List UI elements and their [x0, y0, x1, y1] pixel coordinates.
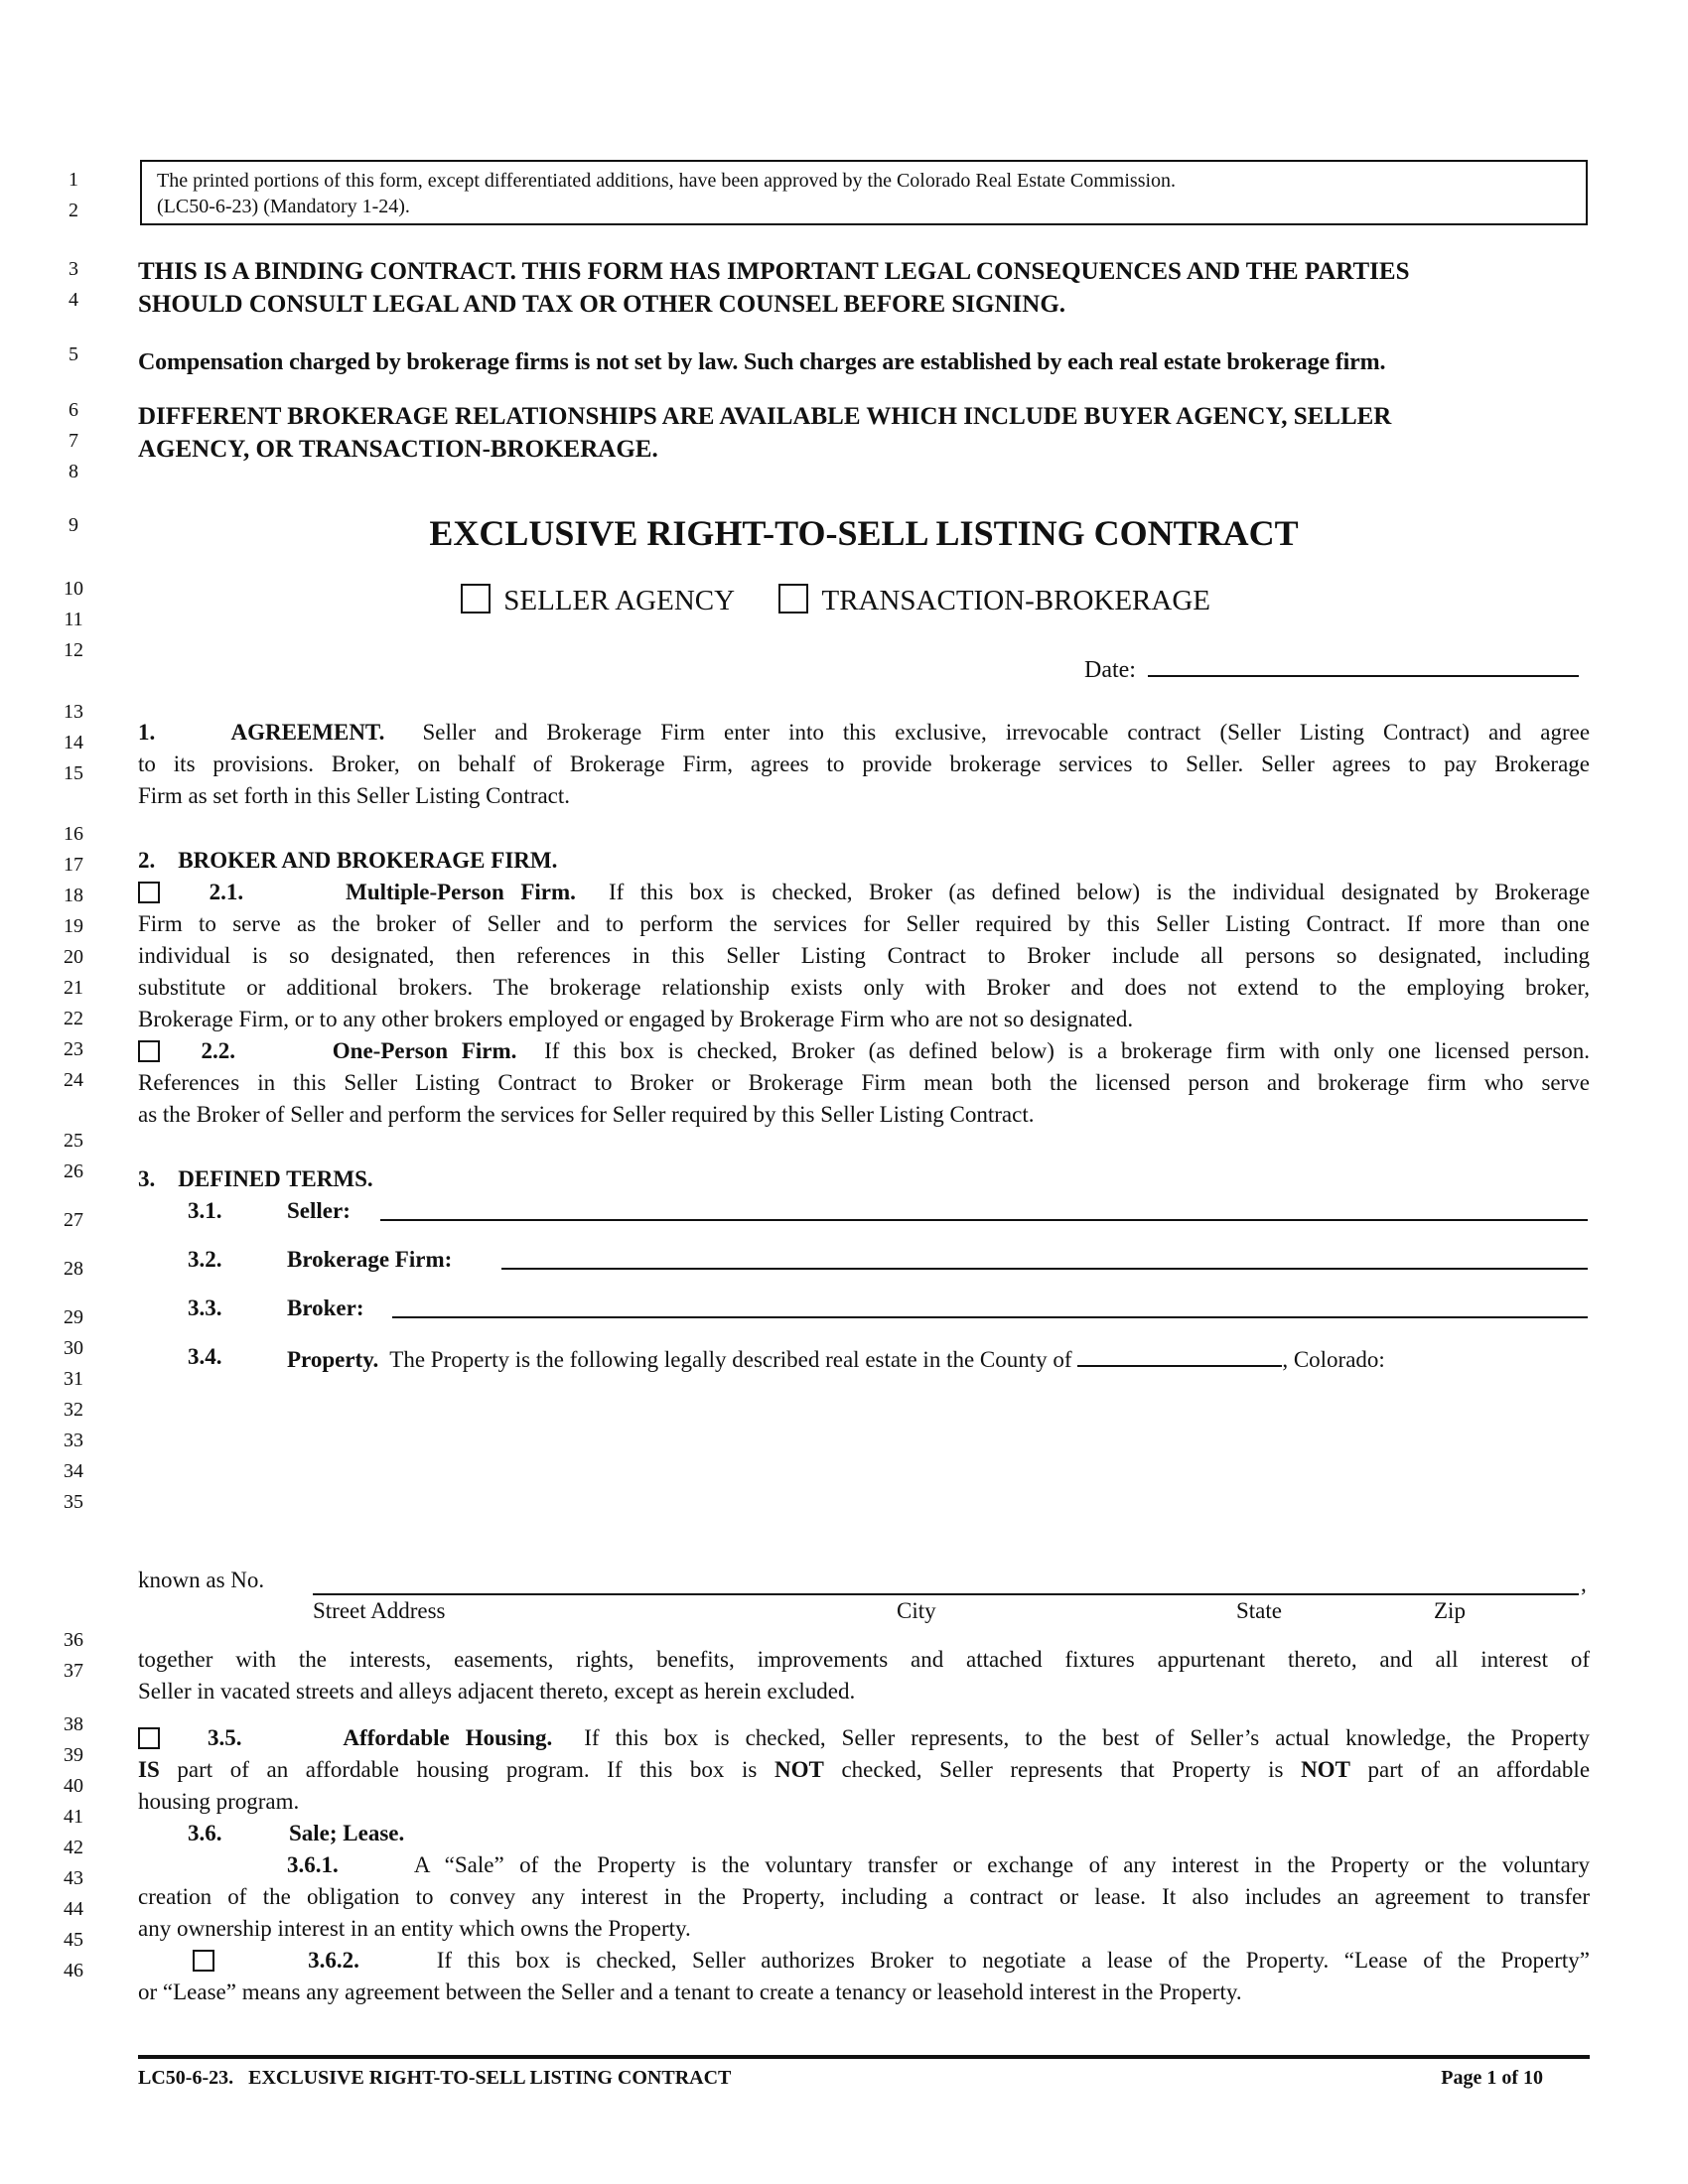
line-number: 12 [64, 639, 83, 661]
approval-notice-box [140, 160, 1588, 225]
date-field[interactable] [1148, 651, 1579, 677]
sec3-5-text1: If this box is checked, Seller represents, to the best of Seller’s actual knowledge, the Property [584, 1725, 1591, 1750]
sec3-2-number: 3.2. [188, 1247, 222, 1272]
line-number: 3 [69, 258, 78, 280]
sec3-5-line2 [138, 1754, 1590, 1786]
line-number: 32 [64, 1399, 83, 1421]
brokerage-relationships-notice [138, 400, 1590, 466]
sec3-1-number: 3.1. [188, 1198, 222, 1223]
transaction-brokerage-label: TRANSACTION-BROKERAGE [821, 585, 1210, 616]
zip-caption: Zip [1434, 1598, 1466, 1623]
compensation-notice: Compensation charged by brokerage firms is not set by law. Such charges are established by each real estate brokerage firm. [138, 349, 1386, 375]
street-address-caption: Street Address [313, 1598, 446, 1623]
sec1-number: 1. [138, 720, 156, 745]
line-number: 18 [64, 885, 83, 906]
seller-label: Seller: [287, 1198, 351, 1223]
relationships-line1: DIFFERENT BROKERAGE RELATIONSHIPS ARE AVAILABLE WHICH INCLUDE BUYER AGENCY, SELLER [138, 403, 1392, 430]
section-1-agreement [138, 717, 1590, 812]
sec1-line3: Firm as set forth in this Seller Listing Contract. [138, 783, 571, 808]
sec3-5-text2b: checked, Seller represents that Property is [841, 1757, 1284, 1782]
sec2-1-text1: If this box is checked, Broker (as defined below) is the individual designated by Brokerage [608, 880, 1591, 904]
brokerage-firm-row [188, 1244, 1588, 1276]
sec3-5-text2a: part of an affordable housing program. If this box is [177, 1757, 758, 1782]
date-label: Date: [1084, 657, 1136, 683]
sec1-heading: AGREEMENT. [230, 720, 385, 745]
binding-warning-line1: THIS IS A BINDING CONTRACT. THIS FORM HAS IMPORTANT LEGAL CONSEQUENCES AND THE PARTIES [138, 258, 1410, 285]
line-number: 35 [64, 1491, 83, 1513]
relationships-line2: AGENCY, OR TRANSACTION-BROKERAGE. [138, 436, 658, 463]
together-with-paragraph [138, 1644, 1590, 1707]
line-number: 4 [69, 289, 78, 311]
line-number: 5 [69, 343, 78, 365]
sec3-6-2-line1 [138, 1945, 1590, 1977]
sec2-1-line5: Brokerage Firm, or to any other brokers employed or engaged by Brokerage Firm who are not so designated. [138, 1007, 1134, 1031]
line-number: 10 [64, 578, 83, 600]
sec3-5-title: Affordable Housing. [343, 1725, 553, 1750]
line-number: 2 [69, 200, 78, 221]
property-colorado: , Colorado: [1282, 1347, 1385, 1372]
line-number: 40 [64, 1775, 83, 1797]
sec3-6-title: Sale; Lease. [289, 1821, 405, 1845]
broker-label: Broker: [287, 1296, 364, 1320]
sec2-1-line4: substitute or additional brokers. The brokerage relationship exists only with Broker and does not extend to the employing broker, [138, 975, 1590, 1000]
sec3-6-1-line1 [138, 1849, 1590, 1881]
city-caption: City [897, 1598, 936, 1623]
sec2-1-line3: individual is so designated, then references in this Seller Listing Contract to Broker include all persons so designated, including [138, 943, 1590, 968]
one-person-firm-checkbox[interactable] [138, 1040, 160, 1062]
line-number: 9 [69, 514, 78, 536]
brokerage-firm-label: Brokerage Firm: [287, 1247, 453, 1272]
sec3-6-1-number: 3.6.1. [287, 1852, 339, 1877]
transaction-brokerage-checkbox[interactable] [778, 584, 808, 614]
sec3-heading: 3. DEFINED TERMS. [138, 1166, 373, 1191]
not-emphasis-2: NOT [1301, 1757, 1350, 1782]
footer-form-id: LC50-6-23. EXCLUSIVE RIGHT-TO-SELL LISTING CONTRACT [138, 2067, 732, 2089]
line-number: 37 [64, 1660, 83, 1682]
sec3-4-number: 3.4. [188, 1344, 222, 1369]
line-number: 27 [64, 1209, 83, 1231]
footer-page-number: Page 1 of 10 [1441, 2067, 1543, 2089]
line-number: 41 [64, 1806, 83, 1828]
line-number: 16 [64, 823, 83, 845]
sec2-2-title: One-Person Firm. [332, 1038, 517, 1063]
sec2-2-number: 2.2. [201, 1038, 236, 1063]
together-line1: together with the interests, easements, rights, benefits, improvements and attached fixtures appurtenant thereto, and all interest of [138, 1647, 1590, 1672]
legal-description-area[interactable] [138, 1375, 1590, 1544]
line-number: 13 [64, 701, 83, 723]
approval-notice-line2: (LC50-6-23) (Mandatory 1-24). [157, 196, 410, 217]
sec2-1-number: 2.1. [209, 880, 244, 904]
sec3-6-heading [138, 1818, 1590, 1849]
sec2-heading: 2. BROKER AND BROKERAGE FIRM. [138, 848, 558, 873]
page-title: EXCLUSIVE RIGHT-TO-SELL LISTING CONTRACT [429, 513, 1299, 553]
state-caption: State [1236, 1598, 1282, 1623]
line-number: 45 [64, 1929, 83, 1951]
line-number: 39 [64, 1744, 83, 1766]
line-number: 36 [64, 1629, 83, 1651]
date-row [1084, 651, 1579, 685]
sec3-6-2-line2: or “Lease” means any agreement between the Seller and a tenant to create a tenancy or leasehold interest in the Property. [138, 1979, 1242, 2004]
line-number: 42 [64, 1837, 83, 1858]
line-number: 1 [69, 169, 78, 191]
line-number: 20 [64, 946, 83, 968]
sec3-6-2-number: 3.6.2. [308, 1948, 359, 1973]
line-number: 11 [64, 609, 83, 630]
sec3-6-number: 3.6. [188, 1821, 222, 1845]
line-number: 43 [64, 1867, 83, 1889]
line-number: 7 [69, 430, 78, 452]
address-field[interactable] [313, 1570, 1579, 1595]
sec2-2-line1 [138, 1035, 1590, 1067]
line-number: 34 [64, 1460, 83, 1482]
line-number: 21 [64, 977, 83, 999]
line-number: 8 [69, 461, 78, 482]
line-number: 28 [64, 1258, 83, 1280]
line-number: 15 [64, 762, 83, 784]
sec2-1-line2: Firm to serve as the broker of Seller and to perform the services for Seller required by this Seller Listing Contract. If more than one [138, 911, 1590, 936]
footer-rule [138, 2055, 1590, 2059]
broker-row [188, 1293, 1588, 1324]
section-2-broker [138, 845, 1590, 1131]
line-number: 38 [64, 1713, 83, 1735]
line-number: 46 [64, 1960, 83, 1981]
lease-checkbox[interactable] [193, 1950, 214, 1972]
sec3-6-2-text1: If this box is checked, Seller authorizes Broker to negotiate a lease of the Property. “Lease of the Property” [436, 1948, 1591, 1973]
line-number: 23 [64, 1038, 83, 1060]
binding-contract-warning [138, 255, 1590, 321]
line-number: 17 [64, 854, 83, 876]
not-emphasis-1: NOT [774, 1757, 824, 1782]
sec3-5-text2c: part of an affordable [1367, 1757, 1591, 1782]
line-number: 31 [64, 1368, 83, 1390]
agency-options [461, 584, 1210, 617]
sec2-2-line3: as the Broker of Seller and perform the services for Seller required by this Seller Listing Contract. [138, 1102, 1035, 1127]
affordable-housing-checkbox[interactable] [138, 1727, 160, 1749]
seller-agency-label: SELLER AGENCY [503, 585, 734, 616]
line-number: 22 [64, 1008, 83, 1029]
line-number: 29 [64, 1306, 83, 1328]
address-comma: , [1581, 1571, 1587, 1596]
sec2-1-line1 [138, 877, 1590, 908]
multiple-person-firm-checkbox[interactable] [138, 882, 160, 903]
sec3-6-1-text1: A “Sale” of the Property is the voluntary transfer or exchange of any interest in the Property or the voluntary [413, 1852, 1591, 1877]
seller-agency-checkbox[interactable] [461, 584, 491, 614]
line-number: 14 [64, 732, 83, 753]
section-3-5-affordable-housing [138, 1722, 1590, 2008]
brokerage-firm-field[interactable] [501, 1244, 1588, 1270]
binding-warning-line2: SHOULD CONSULT LEGAL AND TAX OR OTHER COUNSEL BEFORE SIGNING. [138, 291, 1066, 318]
line-number: 30 [64, 1337, 83, 1359]
county-field[interactable] [1077, 1341, 1282, 1367]
sec3-5-line3: housing program. [138, 1789, 300, 1814]
line-number: 6 [69, 399, 78, 421]
line-number: 25 [64, 1130, 83, 1152]
sec3-5-number: 3.5. [207, 1725, 242, 1750]
sec3-5-line1 [138, 1722, 1590, 1754]
is-emphasis: IS [138, 1757, 160, 1782]
sec3-6-1-line2: creation of the obligation to convey any interest in the Property, including a contract or lease. It also includes an agreement to transfer [138, 1884, 1590, 1909]
line-number: 24 [64, 1069, 83, 1091]
sec2-1-title: Multiple-Person Firm. [346, 880, 576, 904]
together-line2: Seller in vacated streets and alleys adjacent thereto, except as herein excluded. [138, 1679, 856, 1704]
property-county-text: The Property is the following legally described real estate in the County of [389, 1347, 1072, 1372]
broker-field[interactable] [392, 1293, 1588, 1318]
sec1-line2: to its provisions. Broker, on behalf of Brokerage Firm, agrees to provide brokerage services to Seller. Seller agrees to pay Brokerage [138, 751, 1590, 776]
property-text [287, 1341, 1385, 1376]
seller-field[interactable] [380, 1195, 1588, 1221]
property-row [188, 1341, 1590, 1373]
sec2-2-line2: References in this Seller Listing Contract to Broker or Brokerage Firm mean both the licensed person and brokerage firm who serve [138, 1070, 1590, 1095]
sec3-3-number: 3.3. [188, 1296, 222, 1320]
sec1-text1: Seller and Brokerage Firm enter into this exclusive, irrevocable contract (Seller Listing Contract) and agree [422, 720, 1591, 745]
sec1-line1 [138, 717, 1590, 749]
approval-notice-line1: The printed portions of this form, except differentiated additions, have been approved by the Colorado Real Estate Commission. [157, 170, 1177, 192]
seller-row [188, 1195, 1588, 1227]
line-number: 26 [64, 1160, 83, 1182]
property-title: Property. [287, 1347, 379, 1372]
known-as-label: known as No. [138, 1568, 265, 1592]
line-number: 44 [64, 1898, 83, 1920]
line-number: 19 [64, 915, 83, 937]
sec2-2-text1: If this box is checked, Broker (as defined below) is a brokerage firm with only one licensed person. [544, 1038, 1591, 1063]
line-number: 33 [64, 1430, 83, 1451]
sec3-6-1-line3: any ownership interest in an entity which owns the Property. [138, 1916, 691, 1941]
